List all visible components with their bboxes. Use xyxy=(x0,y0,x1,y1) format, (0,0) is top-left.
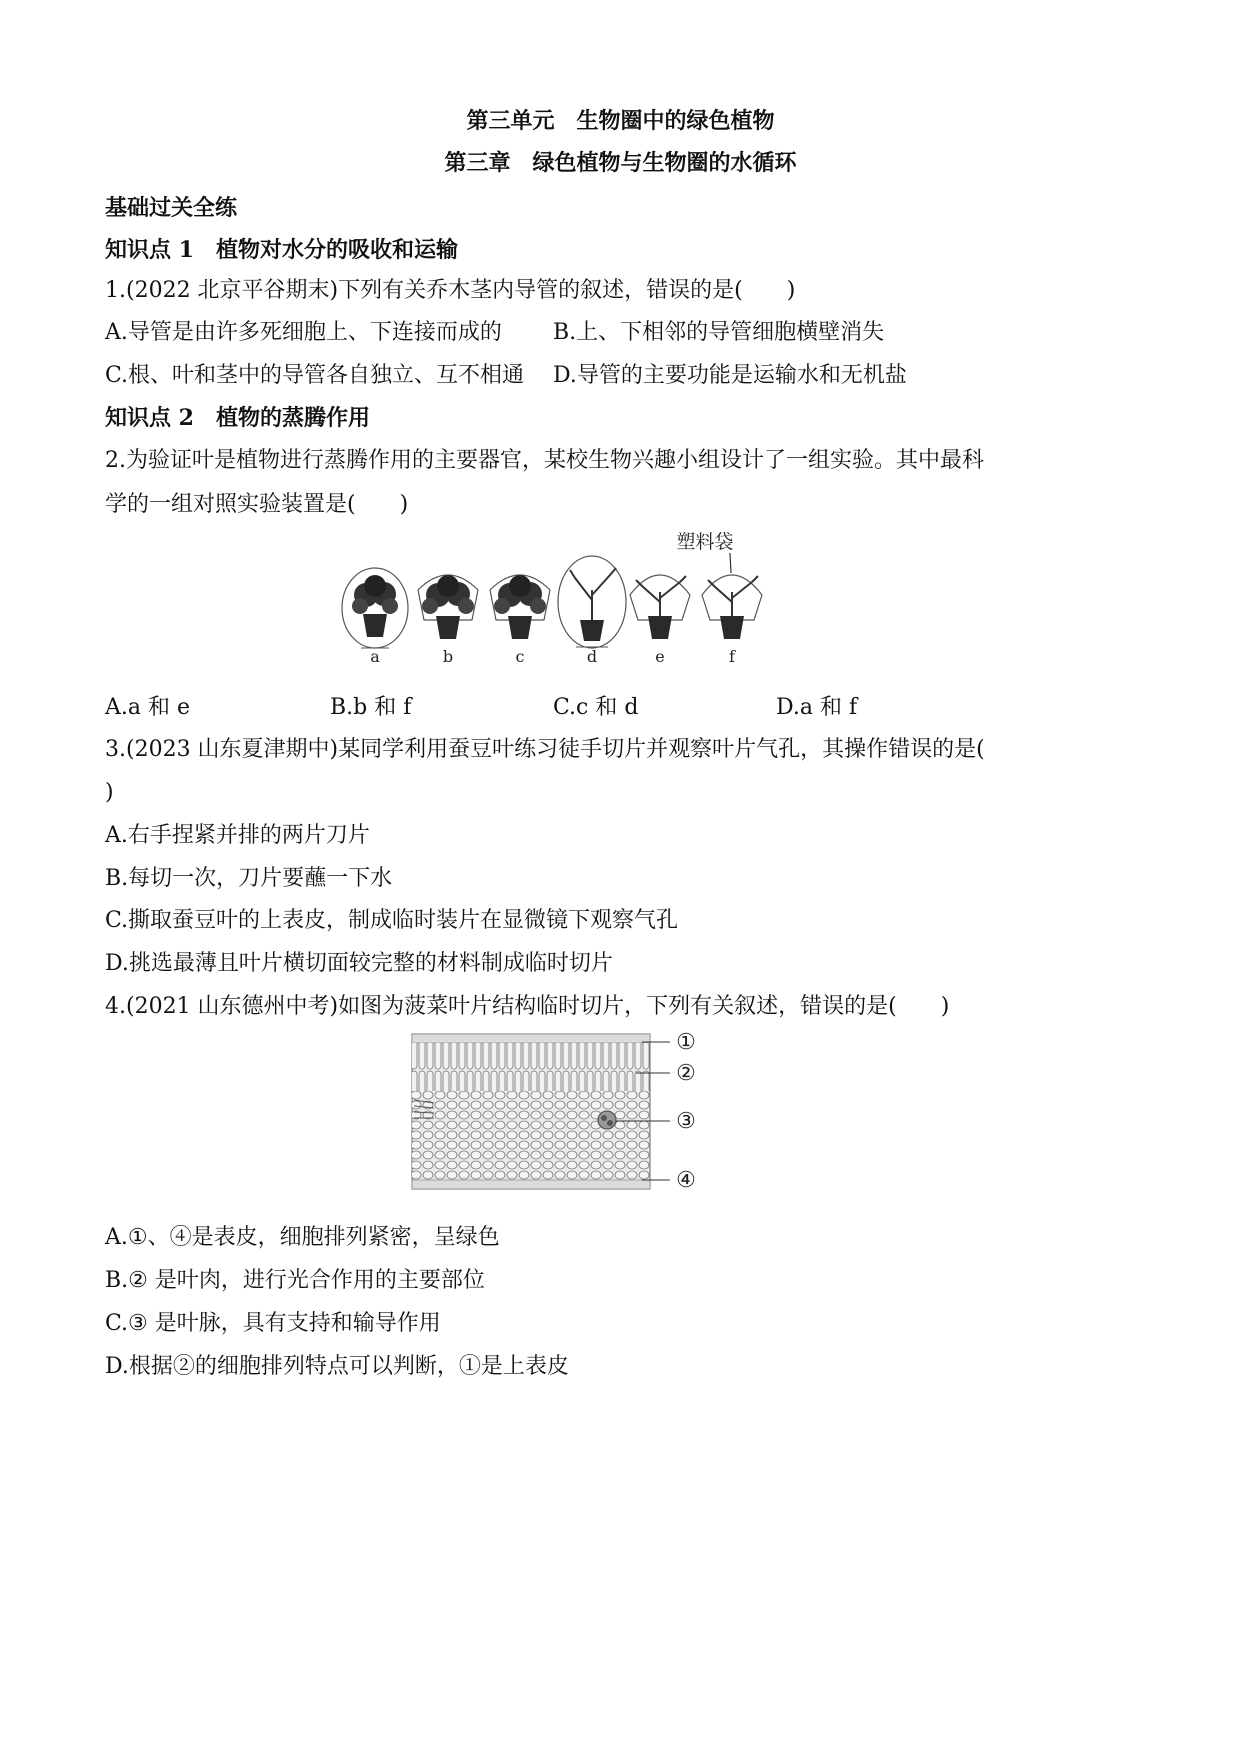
q3-option-d: D.挑选最薄且叶片横切面较完整的材料制成临时切片 xyxy=(105,951,613,976)
plant-label-a: a xyxy=(370,647,380,666)
label-3: ③ xyxy=(676,1109,696,1134)
plant-e-leafless-bagged xyxy=(630,575,690,639)
plant-label-d: d xyxy=(586,647,598,666)
q3-stem-line2: ) xyxy=(105,780,114,805)
plant-c-leafy-bagged xyxy=(490,575,550,639)
plant-b-leafy-bagged xyxy=(418,575,478,639)
q4-option-d: D.根据②的细胞排列特点可以判断，①是上表皮 xyxy=(105,1354,569,1379)
bag-label: 塑料袋 xyxy=(676,531,734,553)
knowledge-point-1: 知识点 1 植物对水分的吸收和运输 xyxy=(105,237,458,263)
plant-experiment-figure xyxy=(330,520,800,670)
q1-option-c: C.根、叶和茎中的导管各自独立、互不相通 xyxy=(105,363,525,388)
q4-option-c: C.③ 是叶脉，具有支持和输导作用 xyxy=(105,1311,441,1336)
q2-stem-line1: 2.为验证叶是植物进行蒸腾作用的主要器官，某校生物兴趣小组设计了一组实验。其中最科 xyxy=(105,448,984,473)
q4-stem: 4.(2021 山东德州中考)如图为菠菜叶片结构临时切片，下列有关叙述，错误的是( ) xyxy=(105,994,950,1019)
label-1: ① xyxy=(676,1030,696,1055)
q1-option-a: A.导管是由许多死细胞上、下连接而成的 xyxy=(105,320,502,345)
q3-stem-line1: 3.(2023 山东夏津期中)某同学利用蚕豆叶练习徒手切片并观察叶片气孔，其操作错误的是( xyxy=(105,737,985,762)
q1-option-b: B.上、下相邻的导管细胞横壁消失 xyxy=(553,320,885,345)
label-4: ④ xyxy=(676,1168,696,1193)
q2-stem-line2: 学的一组对照实验装置是( ) xyxy=(105,492,409,517)
plant-d-leafless-bagged xyxy=(558,556,626,648)
q4-option-b: B.② 是叶肉，进行光合作用的主要部位 xyxy=(105,1268,485,1293)
unit-title: 第三单元 生物圈中的绿色植物 xyxy=(466,108,775,134)
bag-label-leader xyxy=(730,553,731,573)
plant-a-leafy-bagged xyxy=(342,568,408,648)
leaf-cross-section-figure xyxy=(410,1030,710,1195)
q2-option-d: D.a 和 f xyxy=(776,695,858,720)
plant-f-leafless-bagged xyxy=(702,575,762,639)
q2-option-b: B.b 和 f xyxy=(330,695,412,720)
plant-label-c: c xyxy=(515,647,525,666)
q2-option-a: A.a 和 e xyxy=(105,695,191,720)
q2-option-c: C.c 和 d xyxy=(553,695,639,720)
q3-option-c: C.撕取蚕豆叶的上表皮，制成临时装片在显微镜下观察气孔 xyxy=(105,908,679,933)
section-title: 基础过关全练 xyxy=(105,195,238,221)
chapter-title: 第三章 绿色植物与生物圈的水循环 xyxy=(444,150,797,176)
plant-label-f: f xyxy=(729,647,735,666)
q1-stem: 1.(2022 北京平谷期末)下列有关乔木茎内导管的叙述，错误的是( ) xyxy=(105,278,796,303)
plant-label-e: e xyxy=(655,647,665,666)
q1-option-d: D.导管的主要功能是运输水和无机盐 xyxy=(553,363,907,388)
q3-option-b: B.每切一次，刀片要蘸一下水 xyxy=(105,866,393,891)
label-2: ② xyxy=(676,1061,696,1086)
q4-option-a: A.①、④是表皮，细胞排列紧密，呈绿色 xyxy=(105,1225,500,1250)
knowledge-point-2: 知识点 2 植物的蒸腾作用 xyxy=(105,405,370,431)
q3-option-a: A.右手捏紧并排的两片刀片 xyxy=(105,823,370,848)
plant-label-b: b xyxy=(442,647,454,666)
